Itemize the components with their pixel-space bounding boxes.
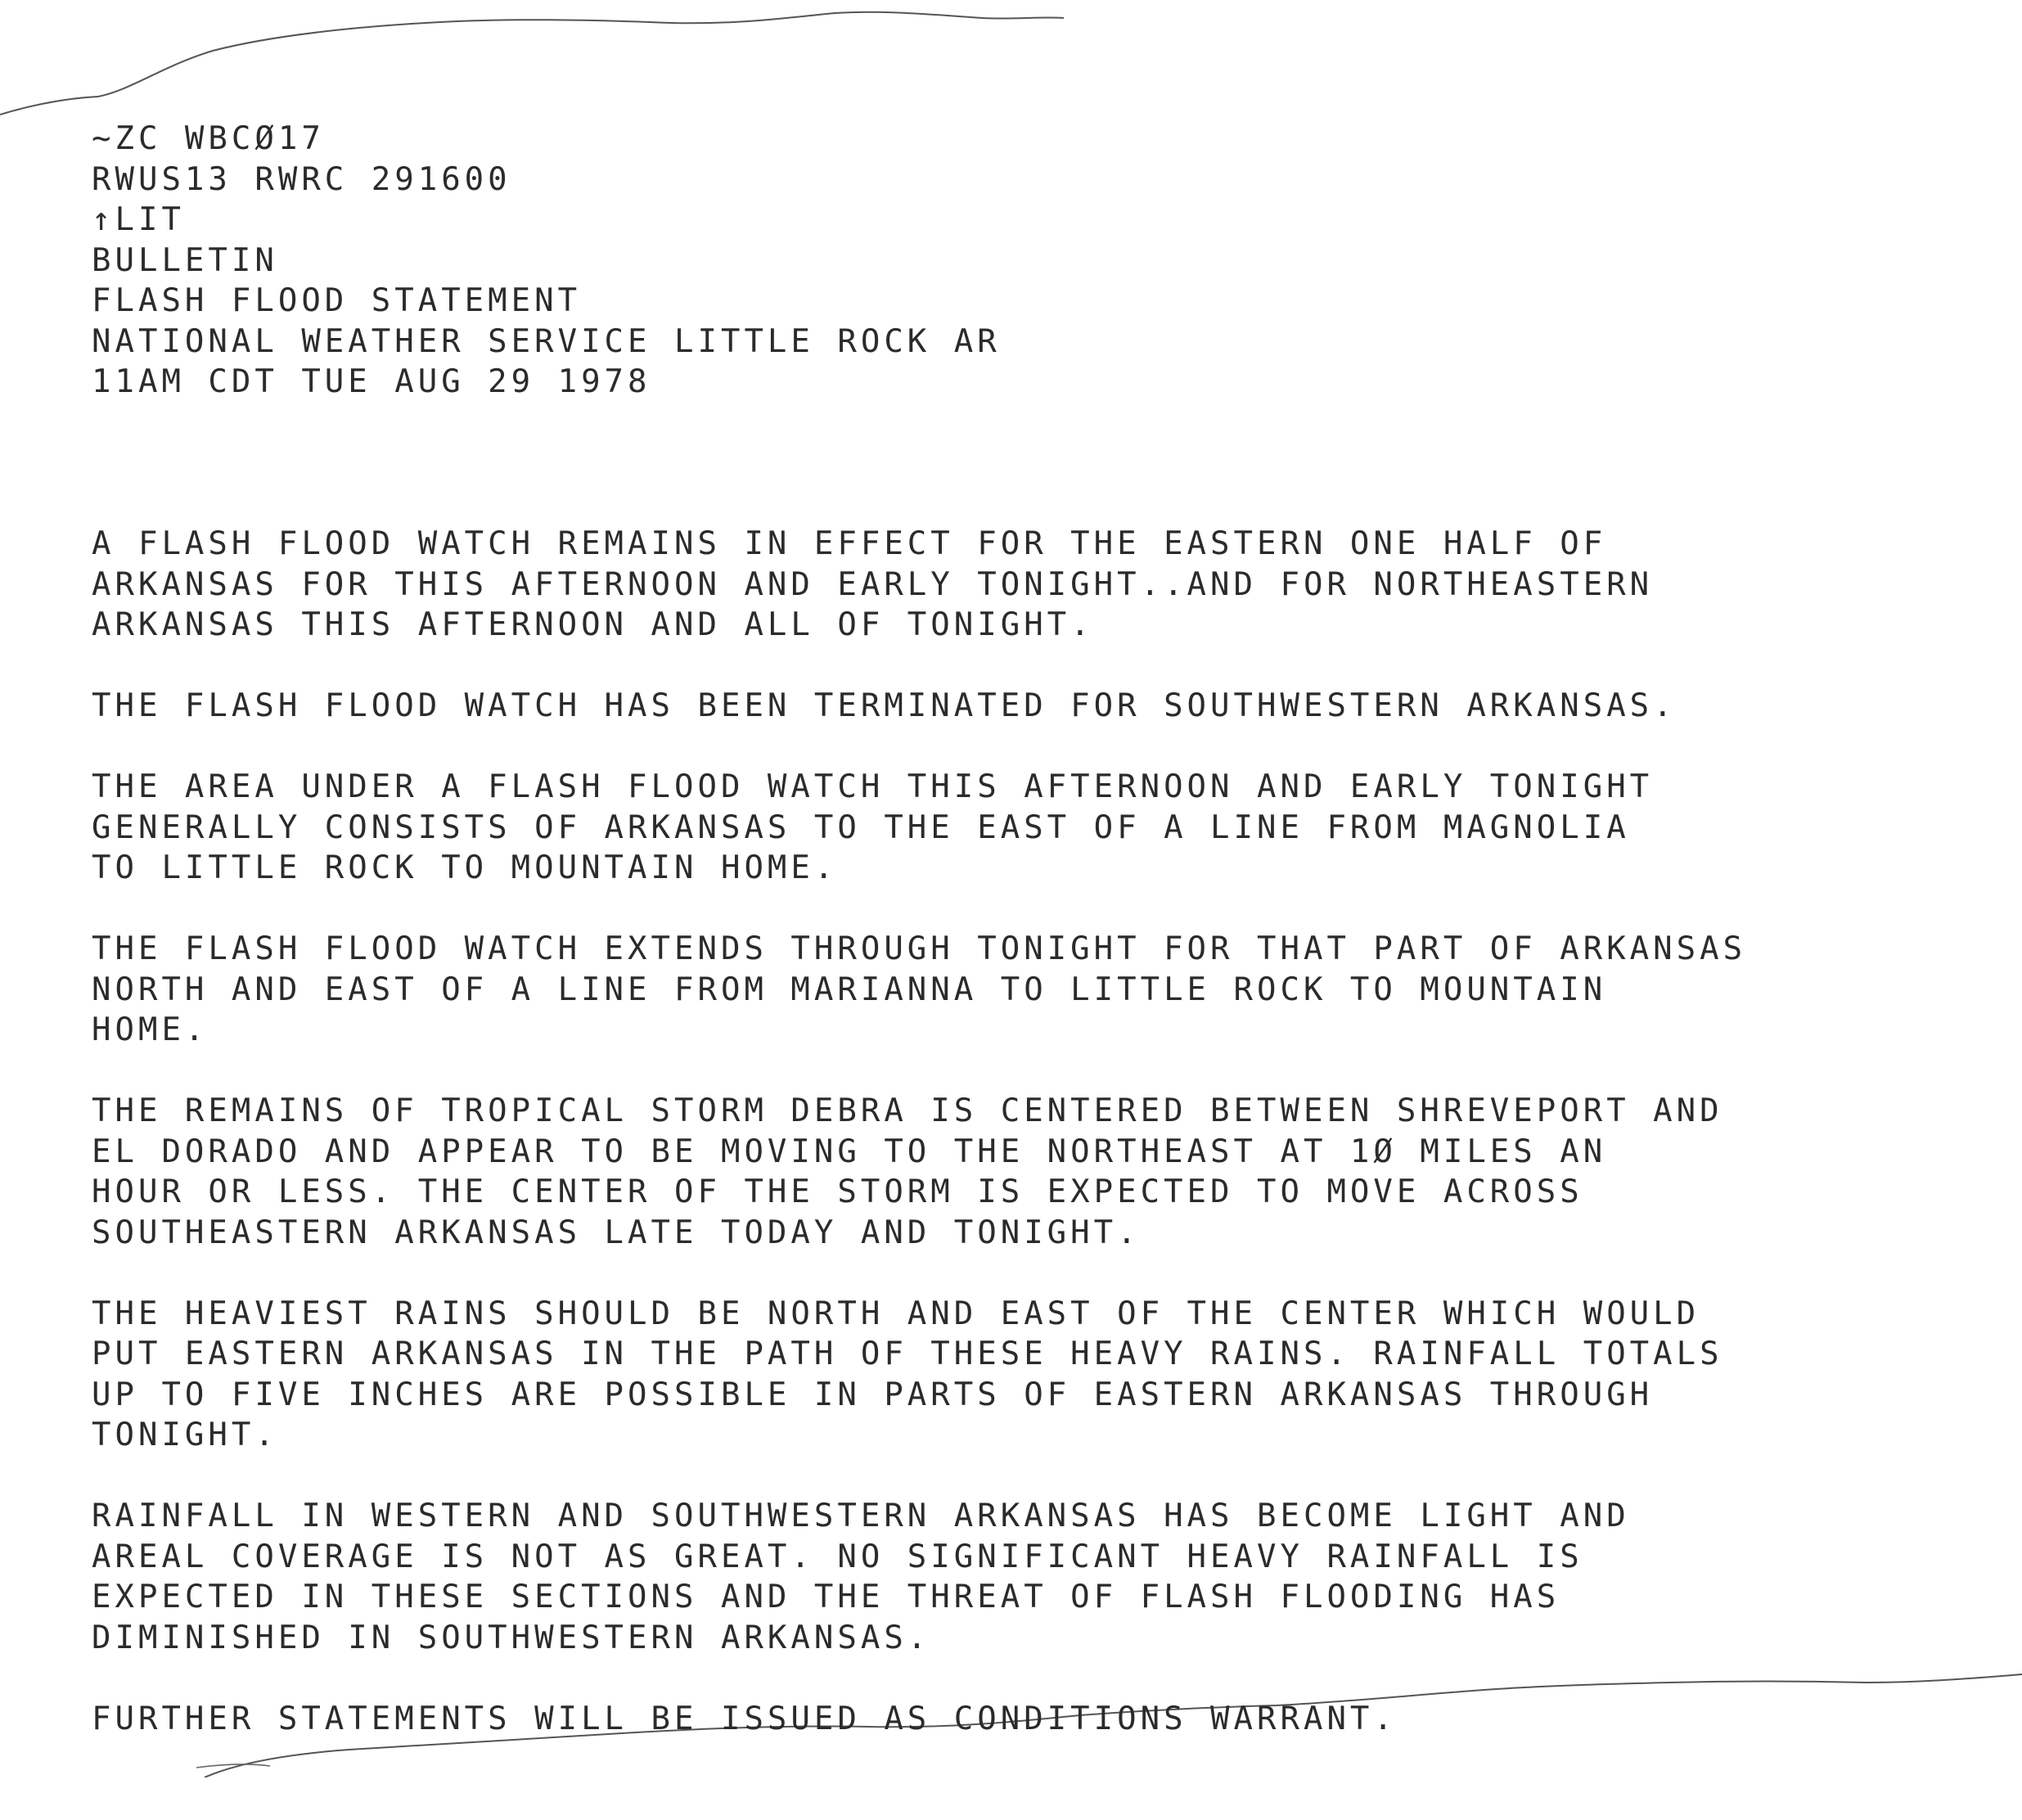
paragraph (92, 686, 1933, 727)
text-line: RAINFALL IN WESTERN AND SOUTHWESTERN ARKANSAS HAS BECOME LIGHT AND (92, 1498, 1630, 1534)
paragraph (92, 767, 1933, 889)
text-line: UP TO FIVE INCHES ARE POSSIBLE IN PARTS OF EASTERN ARKANSAS THROUGH (92, 1376, 1654, 1413)
text-line: AREAL COVERAGE IS NOT AS GREAT. NO SIGNIFICANT HEAVY RAINFALL IS (92, 1538, 1583, 1575)
text-line: THE HEAVIEST RAINS SHOULD BE NORTH AND EAST OF THE CENTER WHICH WOULD (92, 1295, 1700, 1332)
bulletin-text (92, 38, 1933, 1820)
header-line: RWUS13 RWRC 291600 (92, 160, 511, 198)
text-line: HOUR OR LESS. THE CENTER OF THE STORM IS EXPECTED TO MOVE ACROSS (92, 1174, 1583, 1210)
text-line: EL DORADO AND APPEAR TO BE MOVING TO THE NORTHEAST AT 1Ø MILES AN (92, 1133, 1607, 1170)
text-line: ARKANSAS FOR THIS AFTERNOON AND EARLY TONIGHT..AND FOR NORTHEASTERN (92, 565, 1654, 603)
header-line: NATIONAL WEATHER SERVICE LITTLE ROCK AR (92, 322, 1001, 360)
header-line: BULLETIN (92, 241, 278, 279)
text-line: DIMINISHED IN SOUTHWESTERN ARKANSAS. (92, 1619, 931, 1656)
text-line: TO LITTLE ROCK TO MOUNTAIN HOME. (92, 849, 838, 886)
text-line: TONIGHT. (92, 1417, 278, 1453)
text-line: THE FLASH FLOOD WATCH HAS BEEN TERMINATED FOR SOUTHWESTERN ARKANSAS. (92, 687, 1677, 724)
text-line: THE AREA UNDER A FLASH FLOOD WATCH THIS AFTERNOON AND EARLY TONIGHT (92, 768, 1654, 805)
paragraph (92, 524, 1933, 646)
text-line: EXPECTED IN THESE SECTIONS AND THE THREAT OF FLASH FLOODING HAS (92, 1579, 1560, 1615)
header-line: FLASH FLOOD STATEMENT (92, 282, 582, 319)
paragraph (92, 1091, 1933, 1253)
text-line: NORTH AND EAST OF A LINE FROM MARIANNA TO LITTLE ROCK TO MOUNTAIN (92, 971, 1607, 1008)
text-line: THE FLASH FLOOD WATCH EXTENDS THROUGH TONIGHT FOR THAT PART OF ARKANSAS (92, 930, 1747, 967)
text-line: SOUTHEASTERN ARKANSAS LATE TODAY AND TONIGHT. (92, 1214, 1141, 1251)
text-line: THE REMAINS OF TROPICAL STORM DEBRA IS CENTERED BETWEEN SHREVEPORT AND (92, 1092, 1723, 1129)
paragraph (92, 1496, 1933, 1658)
text-line: A FLASH FLOOD WATCH REMAINS IN EFFECT FOR THE EASTERN ONE HALF OF (92, 525, 1607, 562)
message-body (92, 524, 1933, 1739)
text-line: PUT EASTERN ARKANSAS IN THE PATH OF THESE HEAVY RAINS. RAINFALL TOTALS (92, 1336, 1723, 1372)
text-line: FURTHER STATEMENTS WILL BE ISSUED AS CONDITIONS WARRANT. (92, 1700, 1397, 1737)
header-line: ↑LIT (92, 201, 185, 238)
header-line: 11AM CDT TUE AUG 29 1978 (92, 363, 651, 400)
text-line: ARKANSAS THIS AFTERNOON AND ALL OF TONIGHT. (92, 606, 1094, 643)
paragraph (92, 1294, 1933, 1456)
text-line: GENERALLY CONSISTS OF ARKANSAS TO THE EAST OF A LINE FROM MAGNOLIA (92, 809, 1630, 846)
header-line: ~ZC WBCØ17 (92, 120, 325, 157)
paragraph (92, 1699, 1933, 1740)
paragraph (92, 929, 1933, 1051)
text-line: HOME. (92, 1011, 209, 1048)
message-header (92, 119, 1933, 403)
